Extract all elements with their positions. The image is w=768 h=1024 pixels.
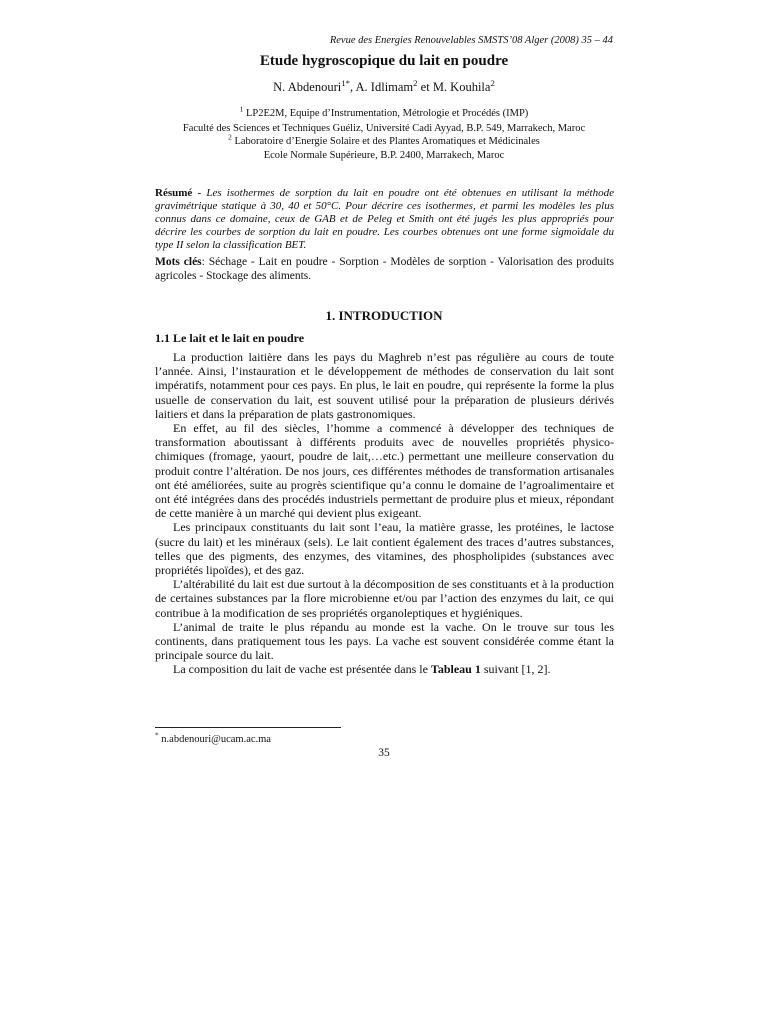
author-line bbox=[0, 77, 768, 95]
affiliation-2-line-2: Ecole Normale Supérieure, B.P. 2400, Marrakech, Maroc bbox=[263, 150, 505, 161]
paragraph: La production laitière dans les pays du Maghreb n’est pas régulière au cours de toute l’année. Ainsi, l’instauration et le développement de méthodes de conservation du lait sont impératifs, notamment pour ces pays. En plus, le lait en poudre, qui représente la forme la plus usuelle de conservation du lait, est souvent utilisé pour la préparation de plusieurs dérivés laitiers et dans la préparation de plats gastronomiques. bbox=[155, 350, 614, 421]
paper-title: Etude hygroscopique du lait en poudre bbox=[259, 53, 509, 69]
paragraph: En effet, au fil des siècles, l’homme a commencé à développer des techniques de transformation aboutissant à différents produits avec de nouvelles propriétés physico-chimiques (fromage, yaourt, poudre de lait,…etc.) permettant une meilleure conservation du produit contre l’altération. De nos jours, ces différentes méthodes de transformation artisanales ont été améliorées, suite au progrès scientifique qu’a connu le domaine de l’agroalimentaire et ont été intégrées dans des procédés industriels permettant de produire plus et mieux, répondant de cette manière à un marché qui devient plus exigeant. bbox=[155, 421, 614, 521]
abstract bbox=[155, 187, 614, 252]
table-reference: Tableau 1 bbox=[430, 662, 481, 677]
affiliation-1-line-2: Faculté des Sciences et Techniques Guéliz, Université Cadi Ayyad, B.P. 549, Marrakech, Maroc bbox=[182, 123, 586, 134]
section-heading: 1. INTRODUCTION bbox=[325, 308, 443, 323]
affiliation-superscript: 1 bbox=[239, 104, 244, 114]
affiliation-1-line-1 bbox=[0, 104, 768, 119]
keywords-text: : Séchage - Lait en poudre - Sorption - Modèles de sorption - Valorisation des produits agricoles - Stockage des aliments. bbox=[155, 256, 615, 282]
abstract-dash: - bbox=[192, 187, 207, 199]
author-name: , A. Idlimam bbox=[349, 80, 414, 94]
keywords-label: Mots clés bbox=[155, 256, 202, 268]
author-superscript: 2 bbox=[413, 77, 418, 88]
author-superscript: 1* bbox=[341, 77, 350, 88]
page-number: 35 bbox=[378, 747, 390, 759]
author-name: N. Abdenouri bbox=[273, 80, 342, 94]
footnote bbox=[155, 730, 271, 745]
journal-reference: Revue des Energies Renouvelables SMSTS’08 Alger (2008) 35 – 44 bbox=[329, 35, 613, 46]
abstract-label: Résumé bbox=[155, 187, 193, 199]
affiliation-text: Laboratoire d’Energie Solaire et des Plantes Aromatiques et Médicinales bbox=[231, 136, 540, 147]
footnote-email: n.abdenouri@ucam.ac.ma bbox=[158, 734, 271, 745]
paragraph: L’animal de traite le plus répandu au monde est la vache. On le trouve sur tous les continents, dans pratiquement tous les pays. La vache est souvent considérée comme étant la principale source du lait. bbox=[155, 619, 614, 663]
footnote-marker: * bbox=[155, 730, 159, 740]
author-superscript: 2 bbox=[490, 77, 495, 88]
paragraph: Les principaux constituants du lait sont l’eau, la matière grasse, les protéines, le lactose (sucre du lait) et les minéraux (sels). Le lait contient également des traces d’autres substances, telles que des pigments, des enzymes, des vitamines, des phospholipides (substances avec propriétés lipoïdes), et des gaz. bbox=[155, 520, 614, 578]
paragraph bbox=[155, 662, 614, 676]
paragraph: L’altérabilité du lait est due surtout à la décomposition de ses constituants et à la production de certaines substances par la flore microbienne et/ou par l’action des enzymes du lait, ce qui contribue à la modification de ses propriétés organoleptiques et hygiéniques. bbox=[155, 577, 614, 620]
paragraph-text: La composition du lait de vache est présentée dans le bbox=[173, 662, 431, 677]
body-text bbox=[155, 350, 614, 677]
abstract-text: Les isothermes de sorption du lait en poudre ont été obtenues en utilisant la méthode gravimétrique statique à 30, 40 et 50°C. Pour décrire ces isothermes, et parmi les modèles les plus connus dans ce domaine, ceux de GAB et de Peleg et Smith ont été jugés les plus appropriés pour décrire les courbes de sorption du lait en poudre. Les courbes obtenues ont une forme sigmoïdale du type II selon la classification BET. bbox=[155, 187, 614, 251]
subsection-heading: 1.1 Le lait et le lait en poudre bbox=[155, 331, 305, 345]
keywords bbox=[155, 255, 614, 283]
affiliation-text: LP2E2M, Equipe d’Instrumentation, Métrologie et Procédés (IMP) bbox=[243, 108, 529, 119]
paragraph-text: suivant [1, 2]. bbox=[480, 662, 551, 677]
footnote-divider bbox=[155, 727, 341, 728]
affiliation-superscript: 2 bbox=[228, 132, 232, 142]
author-name: et M. Kouhila bbox=[417, 80, 491, 94]
affiliation-2-line-1 bbox=[0, 132, 768, 147]
